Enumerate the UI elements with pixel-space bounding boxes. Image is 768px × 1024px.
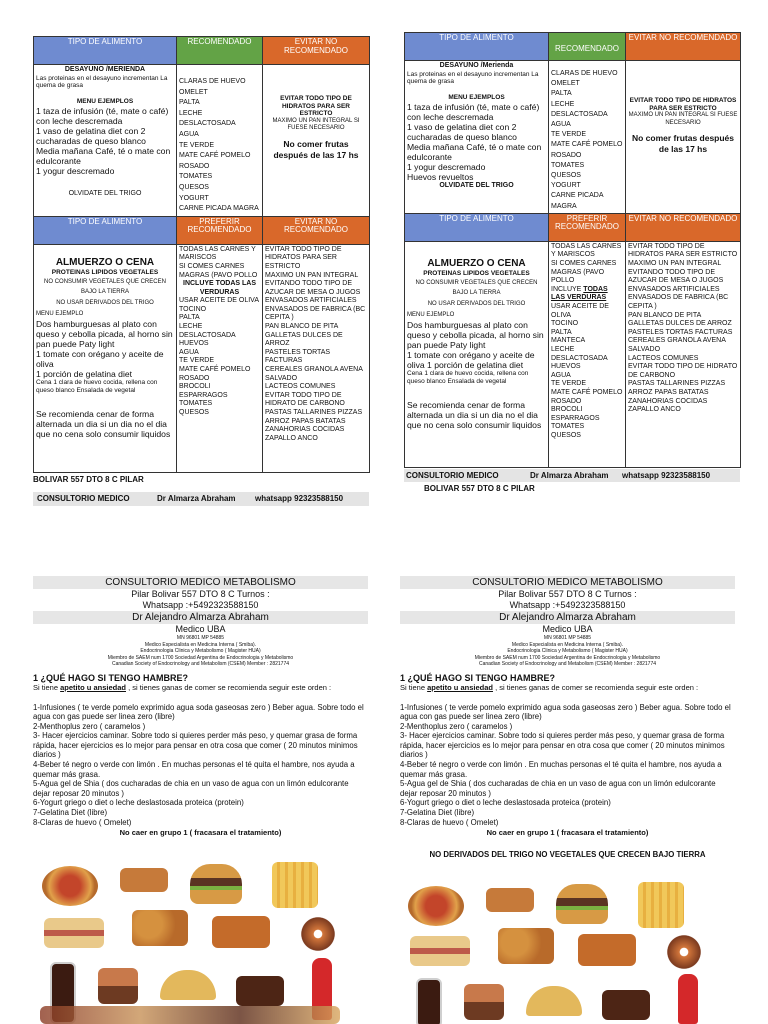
fries-image: [272, 862, 318, 908]
r-desayuno-cell: [405, 61, 549, 214]
hambre-post: , si tienes ganas de comer se recomienda seguir este orden :: [128, 682, 332, 692]
r-menu-ejemplo: MENU EJEMPLO: [407, 312, 455, 319]
right-direccion: BOLIVAR 557 DTO 8 C PILAR: [424, 483, 535, 493]
menu-ejemplo-text: Dos hamburguesas al plato con queso y cebolla picada, al horno sin pan puede Paty light 1 tomate con orégano y aceite de oliva 1 porción de gelatina diet: [36, 318, 173, 379]
r-no-vegetales: NO CONSUMIR VEGETALES QUE CRECEN BAJO LA TIERRA: [415, 280, 538, 297]
r-fries-image: [638, 882, 684, 928]
info-address: Pilar Bolivar 557 DTO 8 C Turnos :: [131, 589, 270, 599]
fried-chicken-image: [212, 916, 270, 948]
header-evitar: EVITAR NO RECOMENDADO: [263, 37, 370, 65]
step-4: 4-Beber té negro o verde con limón . En muchas personas el té quita el hambre, nos ayuda a quemar más grasa.: [33, 760, 355, 779]
info-esp2: Endocrinologia Clinica y Metabolismo ( Magister HUA): [140, 648, 261, 654]
header-tipo: TIPO DE ALIMENTO: [34, 37, 177, 65]
hamburger-image: [190, 864, 242, 904]
r-header-preferir: PREFERIR RECOMENDADO: [549, 213, 626, 241]
step-5: 5-Agua gel de Shia ( dos cucharadas de chia en un vaso de agua con un limón edulcorante dejar reposar 20 minutos ): [33, 779, 349, 798]
r-step-8: 8-Claras de huevo ( Omelet): [400, 817, 499, 827]
r-header-evitar: EVITAR NO RECOMENDADO: [626, 33, 741, 61]
r-hotdog-image: [486, 888, 534, 912]
info-cse: Canadian Society of Endocrinology and Metabolism (CSEM) Member : 2821774: [111, 661, 290, 667]
r-nuggets-image: [498, 928, 554, 964]
r-recomendado-cell: CLARAS DE HUEVO OMELET PALTA LECHE DESLACTOSADA AGUA TE VERDE MATE CAFÉ POMELO ROSADO TOMATES QUESOS YOGURT CARNE PICADA MAGRA: [549, 61, 626, 214]
desayuno-intro: Las proteinas en el desayuno incrementan La quema de grasa: [36, 74, 168, 90]
r-cupcake-image: [464, 984, 504, 1020]
right-whatsapp: whatsapp 92323588150: [622, 470, 711, 480]
pizza-image: [42, 866, 98, 906]
almuerzo-cell: [34, 244, 177, 472]
step-3: 3- Hacer ejercicios caminar. Sobre todo si quieres perder más peso, y quemar grasa de forma rápida, hacer ejercicios es lo mejor para pensar en otra cosa que comer ( 20 minutos minimos diarios ): [33, 731, 358, 760]
r-preferir-cell: [549, 241, 626, 467]
r-menu-ejemplos: MENU EJEMPLOS: [448, 93, 505, 101]
menu-ejemplo: MENU EJEMPLO: [36, 310, 84, 317]
cupcake-image: [98, 968, 138, 1004]
taco-image: [160, 970, 216, 1000]
r-step-7: 7-Gelatina Diet (libre): [400, 808, 475, 818]
step-1: 1-Infusiones ( te verde pomelo exprimido agua soda gaseosas zero ) Beber agua. Sobre todo el agua con gas puede ser linea zero (libre): [33, 702, 364, 722]
right-doctor: Dr Almarza Abraham: [530, 470, 609, 480]
left-doctor: Dr Almarza Abraham: [157, 494, 236, 504]
left-footer-bar: [33, 492, 369, 506]
r-almuerzo-title: ALMUERZO O CENA: [427, 257, 526, 269]
sugerencia-text: Se recomienda cenar de forma alternada un dia si un dia no el dia que no cena solo consumir liquidos: [36, 408, 171, 439]
hambre-title: 1 ¿QUÉ HAGO SI TENGO HAMBRE?: [33, 672, 189, 683]
evitar-pan: MAXIMO UN PAN INTEGRAL SI FUESE NECESARIO: [272, 117, 360, 131]
r-preferir-carnes: TODAS LAS CARNES Y MARISCOS SI COMES CARNES MAGRAS (PAVO POLLO: [551, 242, 622, 285]
r-evitar-lista-cell: EVITAR TODO TIPO DE HIDRATOS PARA SER ESTRICTO MAXIMO UN PAN INTEGRAL EVITANDO TODO TIPO DE AZUCAR DE MESA O JUGOS ENVASADOS ARTIFICIALES ENVASADOS DE FABRICA (BC CEPITA ) PAN BLANCO DE PITA GALLETAS DULCES DE ARROZ PASTELES TORTAS FACTURAS CEREALES GRANOLA AVENA SALVADO LACTEOS COMUNES EVITAR TODO TIPO DE HIDRATO DE CARBONO PASTAS TALLARINES PIZZAS ARROZ PAPAS BATATAS ZANAHORIAS COCIDAS ZAPALLO ANCO: [626, 241, 741, 467]
r-evitar-hidratos: EVITAR TODO TIPO DE HIDRATOS PARA SER ESTRICTO: [629, 97, 737, 112]
r-preferir-incluye: INCLUYE: [551, 285, 582, 293]
r-hambre-apetito: apetito u ansiedad: [427, 682, 493, 692]
hambre-intro: [33, 683, 368, 693]
r-step-3: 3- Hacer ejercicios caminar. Sobre todo si quieres perder más peso, y quemar grasa de forma rápida, hacer ejercicios es lo mejor para pensar en otra cosa que comer ( 20 minutos minimos diarios ): [400, 731, 725, 760]
r-chocolate-image: [602, 990, 650, 1020]
evitar-hidratos: EVITAR TODO TIPO DE HIDRATOS PARA SER ESTRICTO: [280, 95, 352, 117]
r-hambre-intro: [400, 683, 735, 693]
left-food-collage-image: [40, 858, 362, 1024]
no-trigo: NO USAR DERIVADOS DEL TRIGO: [56, 300, 154, 307]
recomendado-cell: CLARAS DE HUEVO OMELET PALTA LECHE DESLACTOSADA AGUA TE VERDE MATE CAFÉ POMELO ROSADO TOMATES QUESOS YOGURT CARNE PICADA MAGRA: [177, 65, 263, 217]
r-info-phone: Whatsapp :+5492323588150: [509, 600, 626, 610]
r-header-tipo: TIPO DE ALIMENTO: [405, 33, 549, 61]
header-tipo-2: TIPO DE ALIMENTO: [34, 216, 177, 244]
r-info-title: CONSULTORIO MEDICO METABOLISMO: [400, 576, 735, 589]
no-vegetales: NO CONSUMIR VEGETALES QUE CRECEN BAJO LA TIERRA: [44, 279, 166, 296]
r-evitar-cell: [626, 61, 741, 214]
donut-image: [292, 914, 344, 954]
hambre-pre: Si tiene: [33, 682, 59, 692]
evitar-lista-cell: EVITAR TODO TIPO DE HIDRATOS PARA SER ESTRICTO MAXIMO UN PAN INTEGRAL EVITANDO TODO TIPO DE AZUCAR DE MESA O JUGOS ENVASADOS ARTIFICIALES ENVASADOS DE FABRICA (BC CEPITA ) PAN BLANCO DE PITA GALLETAS DULCES DE ARROZ PASTELES TORTAS FACTURAS CEREALES GRANOLA AVENA SALVADO LACTEOS COMUNES EVITAR TODO TIPO DE HIDRATO DE CARBONO PASTAS TALLARINES PIZZAS ARROZ PAPAS BATATAS ZANAHORIAS COCIDAS ZAPALLO ANCO: [263, 244, 370, 472]
right-info-sheet: [400, 576, 735, 860]
r-no-trigo: NO USAR DERIVADOS DEL TRIGO: [427, 301, 526, 308]
step-7: 7-Gelatina Diet (libre): [33, 808, 108, 818]
left-consultorio: CONSULTORIO MEDICO: [37, 494, 130, 504]
header-evitar-2: EVITAR NO RECOMENDADO: [263, 216, 370, 244]
hambre-apetito: apetito u ansiedad: [60, 682, 126, 692]
info-phone: Whatsapp :+5492323588150: [142, 600, 259, 610]
step-2: 2-Menthoplus zero ( caramelos ): [33, 721, 146, 731]
r-info-esp1: Medico Especialista en Medicina Interna ( Smiba).: [511, 641, 624, 648]
info-uba: Medico UBA: [175, 624, 226, 634]
r-info-doctor: Dr Alejandro Almarza Abraham: [400, 611, 735, 624]
r-cola-image: [416, 978, 442, 1024]
preferir-cell: [177, 244, 263, 472]
r-evitar-pan: MAXIMO UN PAN INTEGRAL SI FUESE NECESARIO: [628, 112, 738, 126]
preferir-verduras: INCLUYE TODAS LAS VERDURAS: [183, 280, 256, 296]
r-info-address: Pilar Bolivar 557 DTO 8 C Turnos :: [498, 589, 637, 599]
info-esp1: Medico Especialista en Medicina Interna ( Smiba).: [144, 641, 257, 648]
preferir-carnes: TODAS LAS CARNES Y MARISCOS SI COMES CARNES MAGRAS (PAVO POLLO: [179, 245, 258, 279]
r-desayuno-title: DESAYUNO /Merienda: [439, 62, 514, 69]
r-step-6: 6-Yogurt griego o diet o leche deslastosada proteica (protein): [400, 798, 611, 808]
almuerzo-title: ALMUERZO O CENA: [55, 256, 155, 268]
menu-text: 1 taza de infusión (té, mate o café) con leche descremada 1 vaso de gelatina diet con 2 cucharadas de queso blanco Media mañana Café, té o mate con edulcorante 1 yogur descremado: [36, 106, 171, 177]
r-sugerencia-text: Se recomienda cenar de forma alternada un dia si un dia no el dia que no cena solo consumir liquidos: [407, 399, 542, 430]
r-soda-bottle-image: [678, 974, 698, 1024]
r-preferir-lista: USAR ACEITE DE OLIVA TOCINO PALTA MANTECA LECHE DESLACTOSADA HUEVOS AGUA TE VERDE MATE CAFÉ POMELO ROSADO BROCOLI ESPARRAGOS TOMATES QUESOS: [551, 303, 623, 439]
r-preferir-verduras: TODAS LAS VERDURAS: [551, 285, 608, 302]
r-hamburger-image: [556, 884, 608, 924]
r-olvidate-trigo: OLVIDATE DEL TRIGO: [439, 182, 514, 190]
r-proteinas-line: PROTEINAS LIPIDOS VEGETALES: [423, 269, 530, 277]
r-no-caer: No caer en grupo 1 ( fracasara el tratamiento): [486, 828, 649, 838]
right-consultorio: CONSULTORIO MEDICO: [406, 470, 499, 480]
r-info-esp2: Endocrinologia Clinica y Metabolismo ( Magister HUA): [507, 648, 628, 654]
right-diet-card: [404, 32, 740, 493]
r-taco-image: [526, 986, 582, 1016]
preferir-lista: USAR ACEITE DE OLIVA TOCINO PALTA LECHE DESLACTOSADA HUEVOS AGUA TE VERDE MATE CAFÉ POMELO ROSADO BROCOLI ESPARRAGOS TOMATES QUESOS: [179, 297, 260, 416]
r-info-mn: MN 96801 MP 54885: [543, 635, 592, 641]
info-mn: MN 96801 MP 54885: [176, 635, 225, 641]
r-step-5: 5-Agua gel de Shia ( dos cucharadas de chia en un vaso de agua con un limón edulcorante dejar reposar 20 minutos ): [400, 779, 716, 798]
steps-list: [33, 703, 368, 828]
r-info-uba: Medico UBA: [542, 624, 593, 634]
left-direccion: BOLIVAR 557 DTO 8 C PILAR: [33, 474, 144, 484]
r-steps-list: [400, 703, 735, 828]
chocolate-image: [236, 976, 284, 1006]
r-desayuno-intro: Las proteinas en el desayuno incrementan La quema de grasa: [407, 70, 539, 86]
left-diet-table: [33, 36, 370, 473]
info-saem: Miembro de SAEM num 1700 Sociedad Argentina de Endocrinologia y Metabolismo: [107, 654, 294, 661]
r-info-saem: Miembro de SAEM num 1700 Sociedad Argentina de Endocrinologia y Metabolismo: [474, 654, 661, 661]
r-hambre-post: , si tienes ganas de comer se recomienda seguir este orden :: [495, 682, 699, 692]
r-frutas-warning: No comer frutas después de las 17 hs: [631, 133, 735, 154]
header-recomendado: RECOMENDADO: [177, 37, 263, 65]
r-no-derivados: NO DERIVADOS DEL TRIGO NO VEGETALES QUE CRECEN BAJO TIERRA: [429, 850, 706, 860]
r-step-4: 4-Beber té negro o verde con limón . En muchas personas el té quita el hambre, nos ayuda a quemar más grasa.: [400, 760, 722, 779]
r-header-tipo-2: TIPO DE ALIMENTO: [405, 213, 549, 241]
r-step-2: 2-Menthoplus zero ( caramelos ): [400, 721, 513, 731]
proteinas-line: PROTEINAS LIPIDOS VEGETALES: [51, 268, 159, 276]
sandwich-image: [44, 918, 104, 948]
r-preferir-verduras-line: [551, 286, 623, 303]
info-doctor: Dr Alejandro Almarza Abraham: [33, 611, 368, 624]
r-hambre-title: 1 ¿QUÉ HAGO SI TENGO HAMBRE?: [400, 672, 556, 683]
candy-image: [40, 1006, 340, 1024]
r-info-cse: Canadian Society of Endocrinology and Metabolism (CSEM) Member : 2821774: [478, 661, 657, 667]
nuggets-image: [132, 910, 188, 946]
cena-text: Cena 1 clara de huevo cocida, rellena con queso blanco Ensalada de vegetal: [36, 378, 158, 394]
frutas-warning: No comer frutas después de las 17 hs: [273, 138, 359, 160]
r-almuerzo-cell: [405, 241, 549, 467]
menu-ejemplos: MENU EJEMPLOS: [76, 97, 134, 105]
right-footer-bar: [404, 469, 740, 482]
header-preferir: PREFERIR RECOMENDADO: [177, 216, 263, 244]
r-header-evitar-2: EVITAR NO RECOMENDADO: [626, 213, 741, 241]
info-title: CONSULTORIO MEDICO METABOLISMO: [33, 576, 368, 589]
r-header-recomendado: RECOMENDADO: [549, 33, 626, 61]
step-6: 6-Yogurt griego o diet o leche deslastosada proteica (protein): [33, 798, 244, 808]
r-menu-text: 1 taza de infusión (té, mate o café) con leche descremada 1 vaso de gelatina diet con 2 cucharadas de queso blanco Media mañana Café, té o mate con edulcorante 1 yogur descremado Huevos revueltos: [407, 102, 542, 183]
r-fried-chicken-image: [578, 934, 636, 966]
r-hambre-pre: Si tiene: [400, 682, 426, 692]
right-food-collage-image: [406, 880, 728, 1024]
hotdog-image: [120, 868, 168, 892]
left-info-sheet: [33, 576, 368, 838]
r-menu-ejemplo-text: Dos hamburguesas al plato con queso y cebolla picada, al horno sin pan puede Paty light 1 tomate con orégano y aceite de oliva 1 porción de gelatina diet: [407, 319, 544, 370]
r-sandwich-image: [410, 936, 470, 966]
desayuno-title: DESAYUNO /MERIENDA: [64, 66, 146, 73]
step-8: 8-Claras de huevo ( Omelet): [33, 817, 132, 827]
olvidate-trigo: OLVIDATE DEL TRIGO: [68, 190, 142, 198]
r-cena-text: Cena 1 clara de huevo cocida, rellena con queso blanco Ensalada de vegetal: [407, 369, 529, 385]
left-diet-card: [33, 36, 369, 506]
r-donut-image: [658, 932, 710, 972]
no-caer: No caer en grupo 1 ( fracasara el tratamiento): [119, 828, 282, 838]
r-step-1: 1-Infusiones ( te verde pomelo exprimido agua soda gaseosas zero ) Beber agua. Sobre todo el agua con gas puede ser linea zero (libre): [400, 702, 731, 722]
right-diet-table: [404, 32, 741, 468]
left-whatsapp: whatsapp 92323588150: [255, 494, 344, 504]
desayuno-cell: [34, 65, 177, 217]
r-pizza-image: [408, 886, 464, 926]
evitar-cell: [263, 65, 370, 217]
